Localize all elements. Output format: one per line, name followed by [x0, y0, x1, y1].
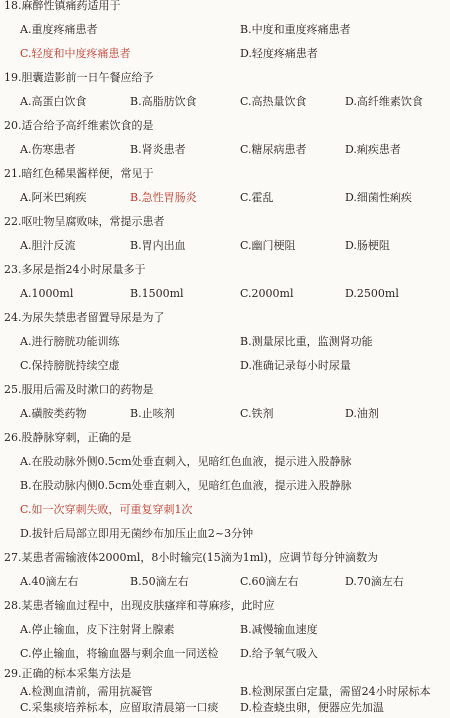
question-18-stem: 18.麻醉性镇痛药适用于 — [4, 0, 121, 12]
question-18-options-row-1 — [0, 20, 450, 40]
option-21-b: B.急性胃肠炎 — [130, 191, 197, 204]
option-27-a: A.40滴左右 — [20, 575, 79, 588]
question-24-options-row-1 — [0, 332, 450, 352]
option-20-a: A.伤寒患者 — [20, 143, 76, 156]
question-27-stem: 27.某患者需输液体2000ml，8小时输完(15滴为1ml)，应调节每分钟滴数为 — [4, 551, 378, 564]
option-29-c: C.采集痰培养标本，应留取清晨第一口痰 — [20, 701, 219, 714]
question-28-options-row-2 — [0, 644, 450, 664]
option-23-c: C.2000ml — [240, 287, 294, 300]
option-20-d: D.痢疾患者 — [345, 143, 401, 156]
option-21-d: D.细菌性痢疾 — [345, 191, 412, 204]
option-25-b: B.止咳剂 — [130, 407, 175, 420]
question-25-stem: 25.服用后需及时漱口的药物是 — [4, 383, 154, 396]
option-22-a: A.胆汁反流 — [20, 239, 76, 252]
question-26-option-b-row — [0, 476, 450, 496]
option-25-c: C.铁剂 — [240, 407, 274, 420]
question-27-options — [0, 572, 450, 592]
question-26-option-a-row — [0, 452, 450, 472]
option-18-a: A.重度疼痛患者 — [20, 23, 98, 36]
question-29-stem: 29.正确的标本采集方法是 — [4, 667, 132, 680]
question-26-option-c-row — [0, 500, 450, 520]
question-18-options-row-2 — [0, 44, 450, 64]
option-23-a: A.1000ml — [20, 287, 74, 300]
question-26-stem: 26.股静脉穿刺，正确的是 — [4, 431, 132, 444]
question-28-stem: 28.某患者输血过程中，出现皮肤瘙痒和荨麻疹，此时应 — [4, 599, 275, 612]
option-25-a: A.磺胺类药物 — [20, 407, 87, 420]
option-24-b: B.测量尿比重，监测肾功能 — [240, 335, 373, 348]
option-26-c: C.如一次穿刺失败，可重复穿刺1次 — [20, 503, 193, 516]
question-20-options — [0, 140, 450, 160]
question-28-options-row-1 — [0, 620, 450, 640]
option-22-c: C.幽门梗阻 — [240, 239, 296, 252]
question-21-options — [0, 188, 450, 208]
option-28-b: B.减慢输血速度 — [240, 623, 318, 636]
option-29-a: A.检测血清前，需用抗凝管 — [20, 685, 153, 698]
option-21-c: C.霍乱 — [240, 191, 274, 204]
question-22-options — [0, 236, 450, 256]
question-29-options-row-2 — [0, 698, 450, 718]
option-22-d: D.肠梗阻 — [345, 239, 390, 252]
option-29-d: D.检查蛲虫卵，便器应先加温 — [240, 701, 384, 714]
question-22-stem: 22.呕吐物呈腐败味，常提示患者 — [4, 215, 165, 228]
question-25-options — [0, 404, 450, 424]
question-26-option-d-row — [0, 524, 450, 544]
question-19-stem: 19.胆囊造影前一日午餐应给予 — [4, 71, 154, 84]
option-24-d: D.准确记录每小时尿量 — [240, 359, 351, 372]
option-18-c: C.轻度和中度疼痛患者 — [20, 47, 131, 60]
option-18-d: D.轻度疼痛患者 — [240, 47, 318, 60]
option-26-d: D.拔针后局部立即用无菌纱布加压止血2~3分钟 — [20, 527, 254, 540]
question-23-stem: 23.多尿是指24小时尿量多于 — [4, 263, 146, 276]
option-21-a: A.阿米巴痢疾 — [20, 191, 87, 204]
option-23-b: B.1500ml — [130, 287, 184, 300]
option-20-c: C.糖尿病患者 — [240, 143, 307, 156]
question-20-stem: 20.适合给予高纤维素饮食的是 — [4, 119, 154, 132]
option-18-b: B.中度和重度疼痛患者 — [240, 23, 351, 36]
option-27-d: D.70滴左右 — [345, 575, 404, 588]
option-26-b: B.在股动脉内侧0.5cm处垂直刺入，见暗红色血液，提示进入股静脉 — [20, 479, 352, 492]
option-24-c: C.保持膀胱持续空虚 — [20, 359, 120, 372]
option-19-d: D.高纤维素饮食 — [345, 95, 423, 108]
option-22-b: B.胃内出血 — [130, 239, 186, 252]
option-27-b: B.50滴左右 — [130, 575, 189, 588]
option-28-c: C.停止输血，将输血器与剩余血一同送检 — [20, 647, 219, 660]
option-24-a: A.进行膀胱功能训练 — [20, 335, 120, 348]
option-28-a: A.停止输血，皮下注射肾上腺素 — [20, 623, 175, 636]
option-26-a: A.在股动脉外侧0.5cm处垂直刺入，见暗红色血液，提示进入股静脉 — [20, 455, 352, 468]
option-27-c: C.60滴左右 — [240, 575, 299, 588]
option-29-b: B.检测尿蛋白定量，需留24小时尿标本 — [240, 685, 431, 698]
question-24-stem: 24.为尿失禁患者留置导尿是为了 — [4, 311, 165, 324]
option-28-d: D.给予氧气吸入 — [240, 647, 318, 660]
option-23-d: D.2500ml — [345, 287, 399, 300]
option-19-b: B.高脂肪饮食 — [130, 95, 197, 108]
option-25-d: D.油剂 — [345, 407, 379, 420]
question-24-options-row-2 — [0, 356, 450, 376]
option-20-b: B.肾炎患者 — [130, 143, 186, 156]
question-19-options — [0, 92, 450, 112]
question-23-options — [0, 284, 450, 304]
question-21-stem: 21.暗红色稀果酱样便，常见于 — [4, 167, 154, 180]
option-19-a: A.高蛋白饮食 — [20, 95, 87, 108]
option-19-c: C.高热量饮食 — [240, 95, 307, 108]
